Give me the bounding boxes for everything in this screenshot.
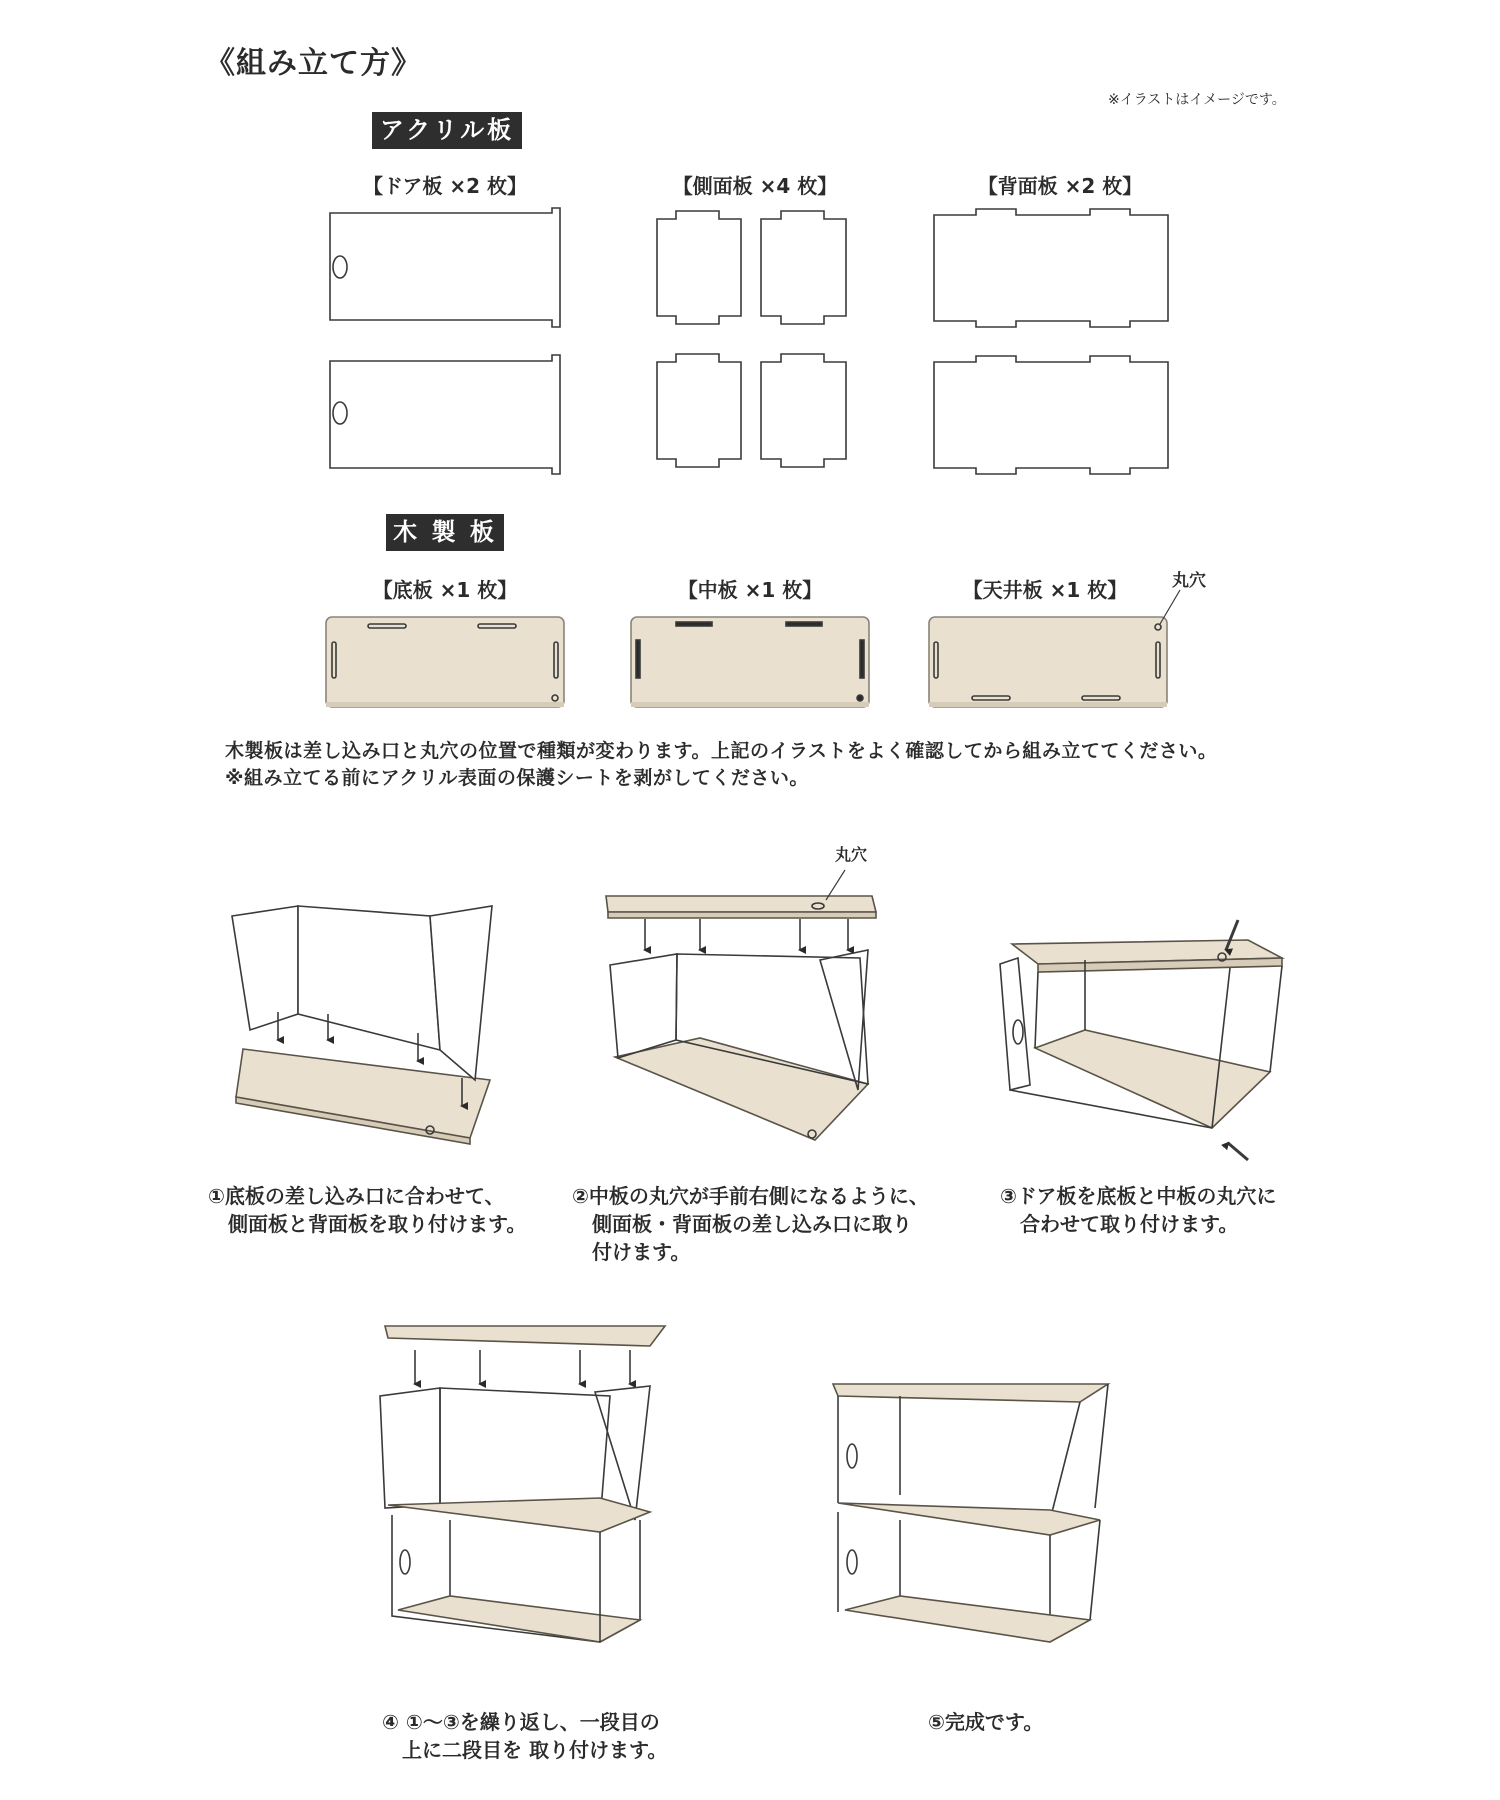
- step-3-caption: ③ドア板を底板と中板の丸穴に 合わせて取り付けます。: [1000, 1184, 1277, 1236]
- description-line-2: ※組み立てる前にアクリル表面の保護シートを剥がしてください。: [225, 767, 809, 789]
- middle-board-label: 【中板 ×1 枚】: [677, 578, 823, 602]
- step-2-drawing: [606, 870, 876, 1140]
- step-1-drawing: [232, 906, 492, 1144]
- bottom-board-label: 【底板 ×1 枚】: [372, 578, 518, 602]
- back-panel-drawing: [934, 209, 1168, 474]
- door-panel-drawing: [330, 208, 560, 474]
- side-panel-drawing: [657, 211, 846, 467]
- step-4-caption: ④ ①～③を繰り返し、一段目の 上に二段目を 取り付けます。: [382, 1710, 668, 1762]
- side-panel-label: 【側面板 ×4 枚】: [672, 174, 838, 198]
- step-5-drawing: [833, 1384, 1108, 1642]
- middle-board-drawing: [631, 617, 869, 707]
- wood-section-badge: 木 製 板: [386, 514, 504, 551]
- bottom-board-drawing: [326, 617, 564, 707]
- step-4-drawing: [380, 1326, 665, 1642]
- door-panel-label: 【ドア板 ×2 枚】: [363, 174, 527, 198]
- image-note: ※イラストはイメージです。: [1108, 92, 1286, 108]
- step-1-caption: ①底板の差し込み口に合わせて、 側面板と背面板を取り付けます。: [208, 1184, 527, 1236]
- step-3-drawing: [1000, 920, 1282, 1160]
- top-board-drawing: [929, 590, 1180, 707]
- page-title: 《組み立て方》: [205, 46, 422, 81]
- step-5-caption: ⑤完成です。: [928, 1710, 1044, 1734]
- round-hole-callout: 丸穴: [1172, 571, 1206, 591]
- back-panel-label: 【背面板 ×2 枚】: [977, 174, 1143, 198]
- step-2-caption: ②中板の丸穴が手前右側になるように、 側面板・背面板の差し込み口に取り 付けます。: [572, 1184, 929, 1264]
- description-line-1: 木製板は差し込み口と丸穴の位置で種類が変わります。上記のイラストをよく確認してから組み立ててください。: [225, 740, 1218, 762]
- acrylic-section-badge: アクリル板: [372, 112, 522, 149]
- top-board-label: 【天井板 ×1 枚】: [962, 578, 1128, 602]
- round-hole-callout-step2: 丸穴: [835, 845, 868, 864]
